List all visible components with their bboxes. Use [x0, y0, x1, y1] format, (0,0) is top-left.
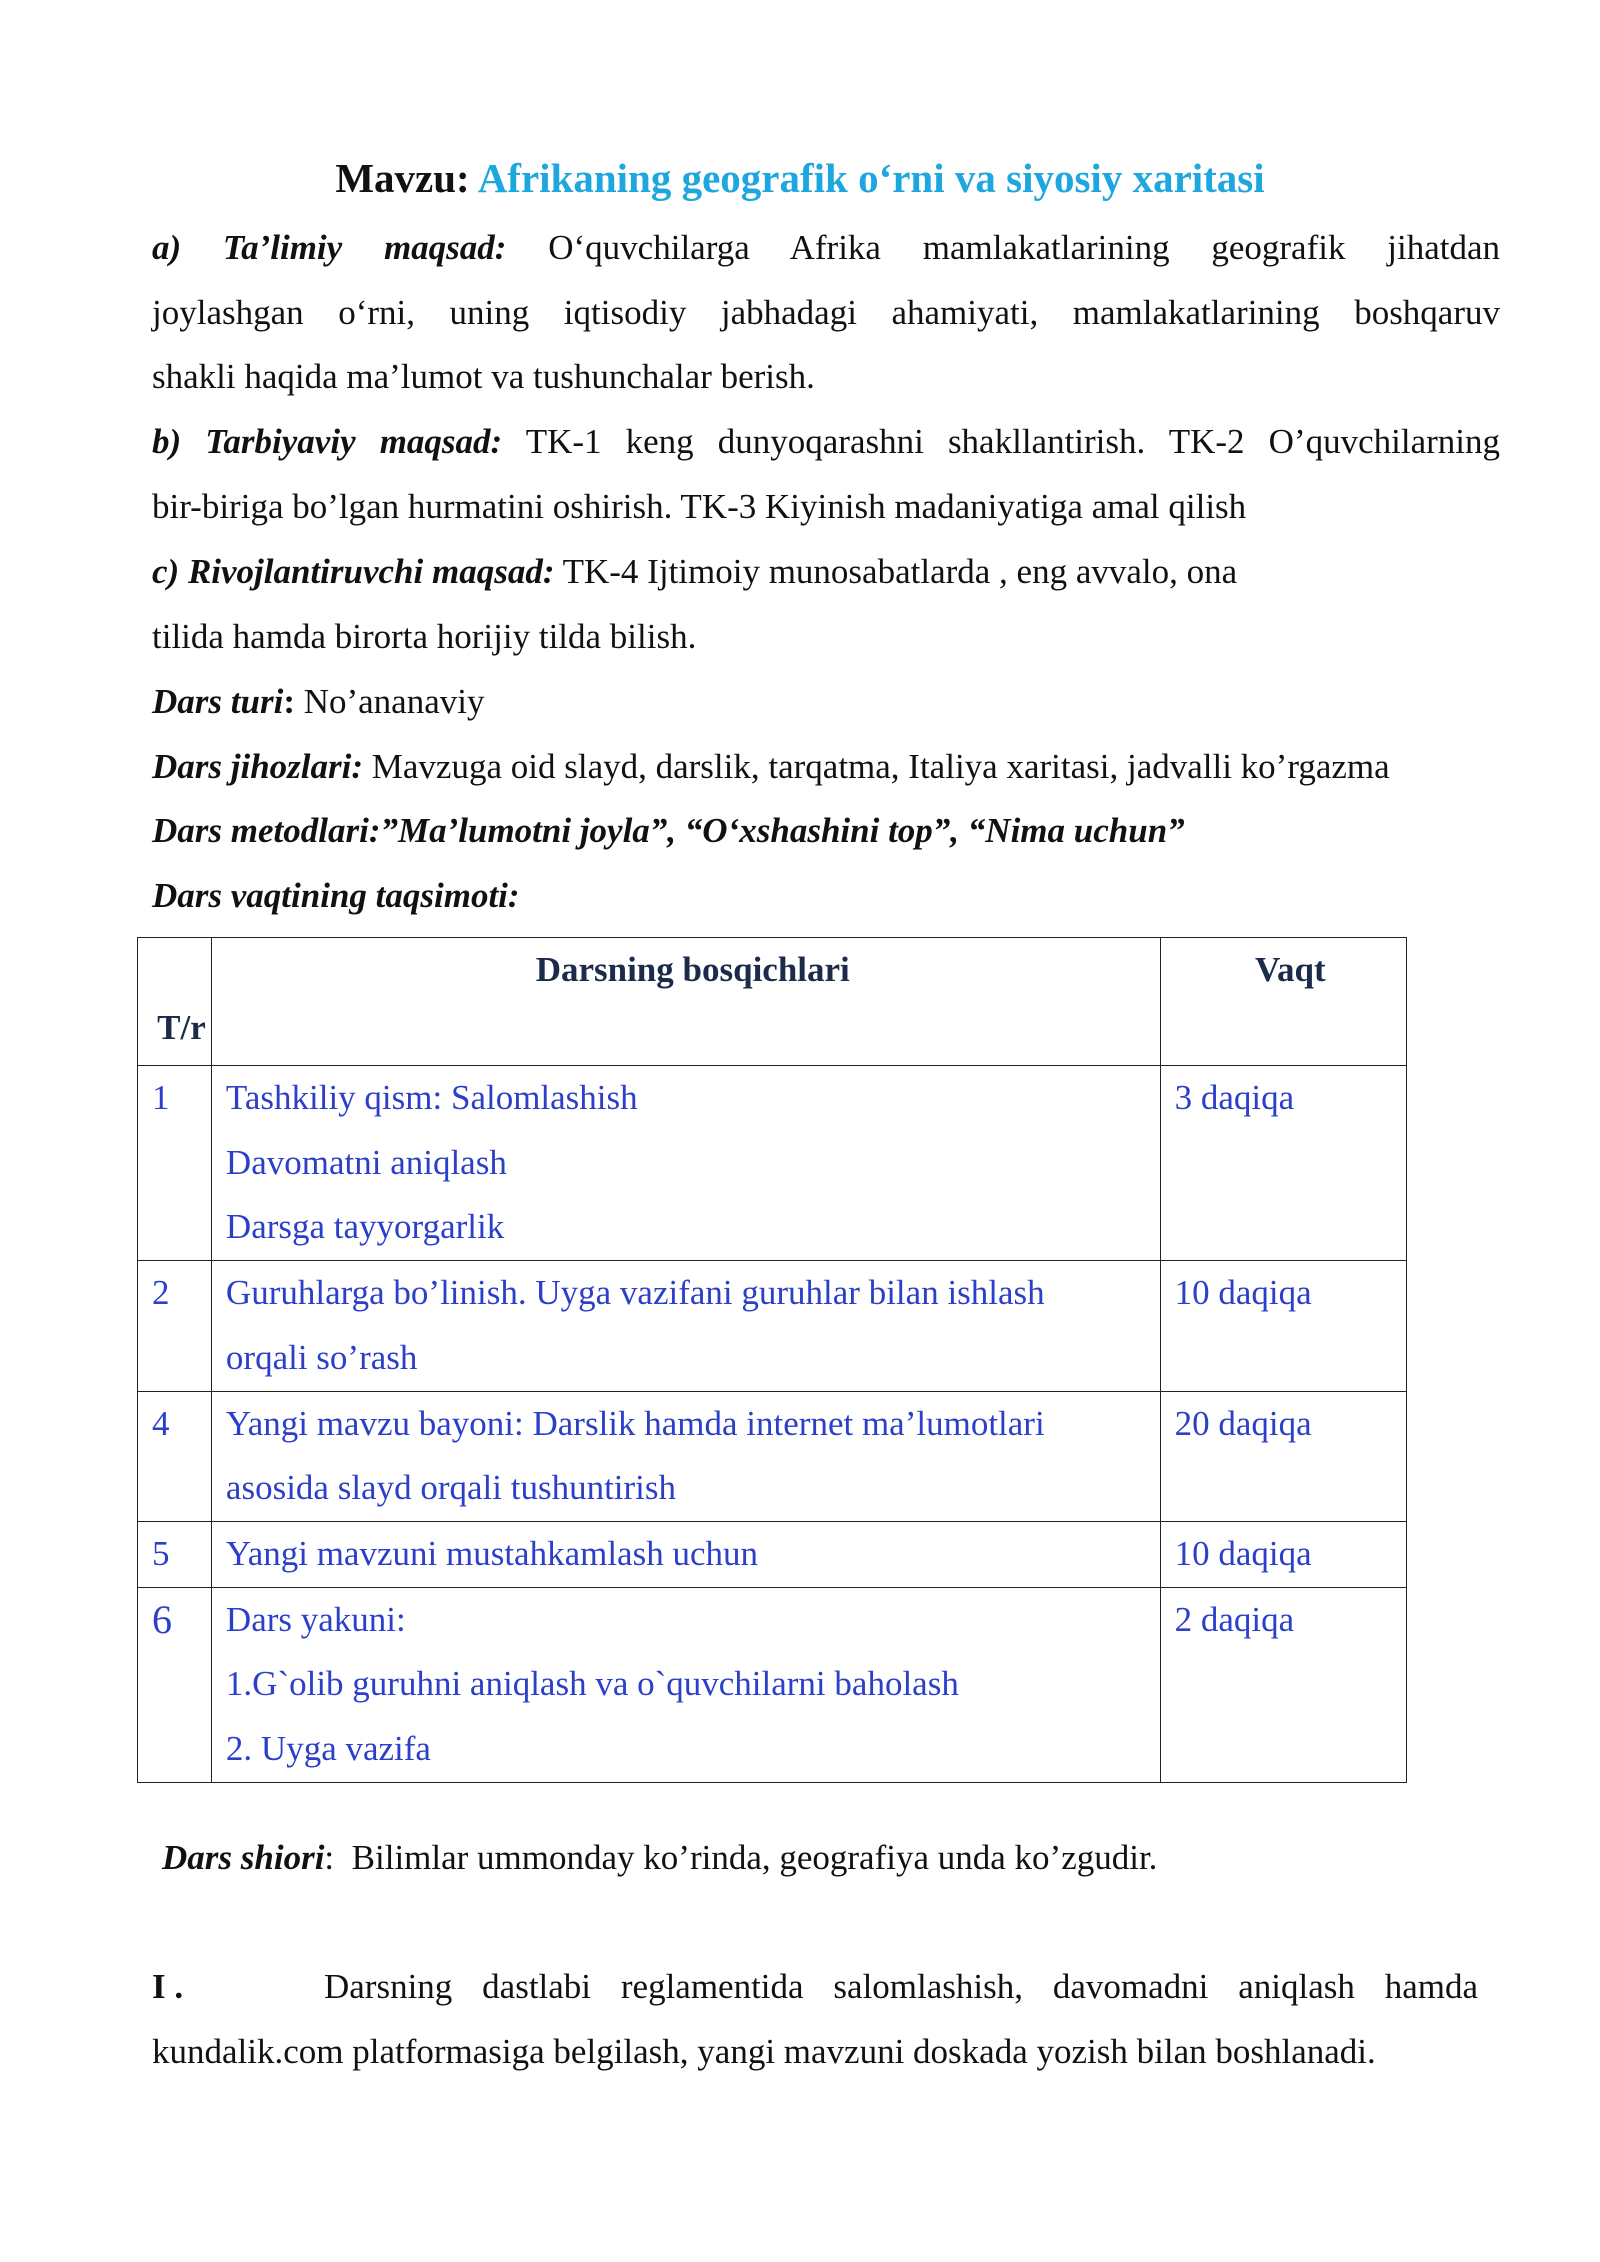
lesson-time-heading: Dars vaqtining taqsimoti:	[152, 876, 520, 916]
row-stage: Yangi mavzu bayoni: Darslik hamda internet ma’lumotlari asosida slayd orqali tushuntirish	[211, 1391, 1160, 1521]
lesson-methods: Dars metodlari:”Ma’lumotni joyla”, “O‘xshashini top”, “Nima uchun”	[152, 811, 1185, 851]
row-time: 10 daqiqa	[1160, 1521, 1406, 1587]
motto-text: Bilimlar ummonday ko’rinda, geografiya unda ko’zgudir.	[351, 1838, 1158, 1877]
goal-a-line-2: joylashgan o‘rni, uning iqtisodiy jabhadagi ahamiyati, mamlakatlarining boshqaruv	[152, 292, 1500, 332]
goal-c-line-2: tilida hamda birorta horijiy tilda bilish.	[152, 616, 697, 656]
row-time: 10 daqiqa	[1160, 1261, 1406, 1391]
lesson-equipment: Dars jihozlari: Mavzuga oid slayd, darslik, tarqatma, Italiya xaritasi, jadvalli ko’rgazma	[152, 746, 1390, 786]
goal-a-label: a) Ta’limiy maqsad:	[152, 228, 507, 267]
table-row	[138, 1587, 1407, 1782]
row-number: 4	[138, 1391, 212, 1521]
lesson-type: Dars turi: No’ananaviy	[152, 682, 485, 721]
table-row	[138, 1261, 1407, 1391]
row-time: 3 daqiqa	[1160, 1066, 1406, 1261]
lesson-info	[152, 670, 1500, 929]
section-one-line-2: kundalik.com platformasiga belgilash, yangi mavzuni doskada yozish bilan boshlanadi.	[152, 2031, 1376, 2071]
title-label: Mavzu:	[335, 155, 470, 201]
row-time: 2 daqiqa	[1160, 1587, 1406, 1782]
goal-b-line-2: bir-biriga bo’lgan hurmatini oshirish. TK-3 Kiyinish madaniyatiga amal qilish	[152, 486, 1247, 526]
table-row	[138, 1066, 1407, 1261]
goal-developmental	[152, 540, 1500, 669]
row-stage: Dars yakuni: 1.G`olib guruhni aniqlash va o`quvchilarni baholash 2. Uyga vazifa	[211, 1587, 1160, 1782]
row-number: 6	[138, 1587, 212, 1782]
goal-b-line-1: b) Tarbiyaviy maqsad: TK-1 keng dunyoqarashni shakllantirish. TK-2 O’quvchilarning	[152, 422, 1500, 461]
header-stages: Darsning bosqichlari	[211, 938, 1160, 1066]
section-one	[152, 1955, 1478, 2084]
row-number: 2	[138, 1261, 212, 1391]
motto-label: Dars shiori	[162, 1838, 325, 1877]
goal-c-label: c) Rivojlantiruvchi maqsad:	[152, 552, 555, 591]
row-time: 20 daqiqa	[1160, 1391, 1406, 1521]
row-stage: Guruhlarga bo’linish. Uyga vazifani guruhlar bilan ishlash orqali so’rash	[211, 1261, 1160, 1391]
table-header-row	[138, 938, 1407, 1066]
goal-educational	[152, 216, 1500, 410]
section-one-line-1: I . Darsning dastlabi reglamentida salomlashish, davomadni aniqlash hamda	[152, 1955, 1478, 2020]
row-stage: Tashkiliy qism: Salomlashish Davomatni aniqlash Darsga tayyorgarlik	[211, 1066, 1160, 1261]
goal-a-line-3: shakli haqida ma’lumot va tushunchalar berish.	[152, 357, 815, 397]
title-topic: Afrikaning geografik o‘rni va siyosiy xaritasi	[477, 155, 1265, 201]
row-number: 1	[138, 1066, 212, 1261]
header-time: Vaqt	[1160, 938, 1406, 1066]
lesson-motto: Dars shiori: Bilimlar ummonday ko’rinda, geografiya unda ko’zgudir.	[162, 1838, 1158, 1877]
table-row	[138, 1521, 1407, 1587]
table-row	[138, 1391, 1407, 1521]
goal-c-line-1: c) Rivojlantiruvchi maqsad: TK-4 Ijtimoiy munosabatlarda , eng avvalo, ona	[152, 552, 1238, 591]
section-marker: I .	[152, 1967, 184, 2006]
lesson-stages-table	[137, 937, 1407, 1783]
row-number: 5	[138, 1521, 212, 1587]
goal-upbringing	[152, 410, 1500, 539]
page-title	[0, 150, 1600, 206]
goal-b-label: b) Tarbiyaviy maqsad:	[152, 422, 503, 461]
goal-a-line-1: a) Ta’limiy maqsad: O‘quvchilarga Afrika mamlakatlarining geografik jihatdan	[152, 228, 1500, 267]
header-number: T/r	[138, 938, 212, 1066]
row-stage: Yangi mavzuni mustahkamlash uchun	[211, 1521, 1160, 1587]
